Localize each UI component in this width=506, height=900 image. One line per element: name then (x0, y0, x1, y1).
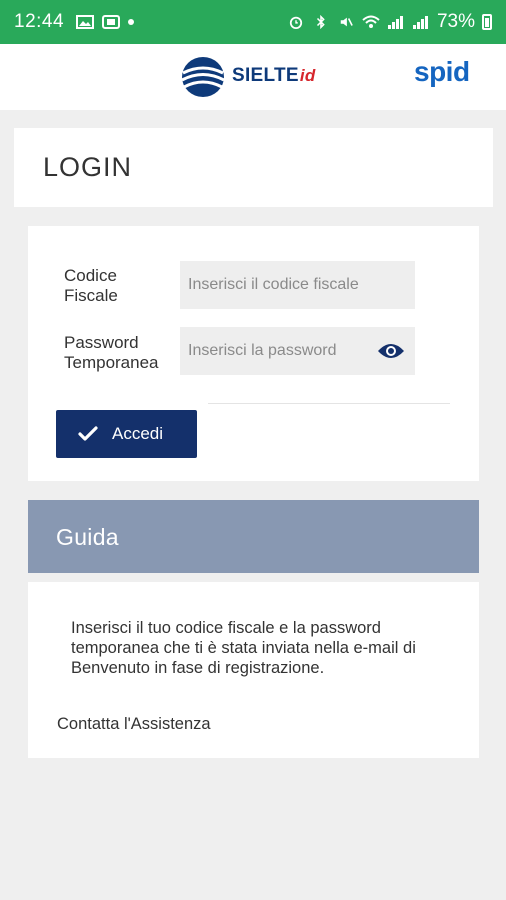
app-header (0, 44, 506, 110)
battery-icon (482, 14, 492, 30)
codice-fiscale-label: Codice Fiscale (64, 266, 118, 305)
battery-percent: 73% (436, 11, 475, 32)
signal-icon-2 (412, 15, 430, 29)
sielte-brand-text: SIELTEid (232, 65, 316, 86)
notification-icons (76, 15, 134, 29)
login-form-card (28, 226, 479, 481)
guida-title: Guida (56, 524, 119, 550)
accedi-button-label: Accedi (112, 424, 164, 443)
sielte-id-logo (180, 55, 332, 99)
contatta-assistenza-link[interactable]: Contatta l'Assistenza (57, 715, 211, 733)
wifi-icon (362, 15, 380, 29)
page-title: LOGIN (43, 152, 133, 182)
checkmark-icon (78, 426, 98, 442)
status-time: 12:44 (14, 11, 65, 32)
guida-header (28, 500, 479, 573)
login-title-card (14, 128, 493, 207)
bluetooth-icon (312, 15, 330, 29)
image-icon (76, 15, 94, 29)
spid-logo: spid (414, 56, 470, 87)
alarm-icon (287, 15, 305, 29)
mute-icon (337, 15, 355, 29)
status-bar (0, 0, 506, 44)
guida-instructions: Inserisci il tuo codice fiscale e la password temporanea che ti è stata inviata nella e-mail di Benvenuto in fase di registrazione. (71, 619, 416, 677)
eye-icon[interactable] (377, 342, 405, 360)
sielte-globe-icon (180, 55, 226, 99)
codice-fiscale-input[interactable] (180, 261, 415, 309)
guida-content-card (28, 582, 479, 758)
dot-icon (128, 19, 134, 25)
accedi-button[interactable] (56, 410, 197, 458)
gallery-icon (102, 15, 120, 29)
system-icons (287, 11, 492, 33)
signal-icon (387, 15, 405, 29)
password-label: Password Temporanea (64, 333, 159, 372)
form-divider (208, 403, 450, 404)
